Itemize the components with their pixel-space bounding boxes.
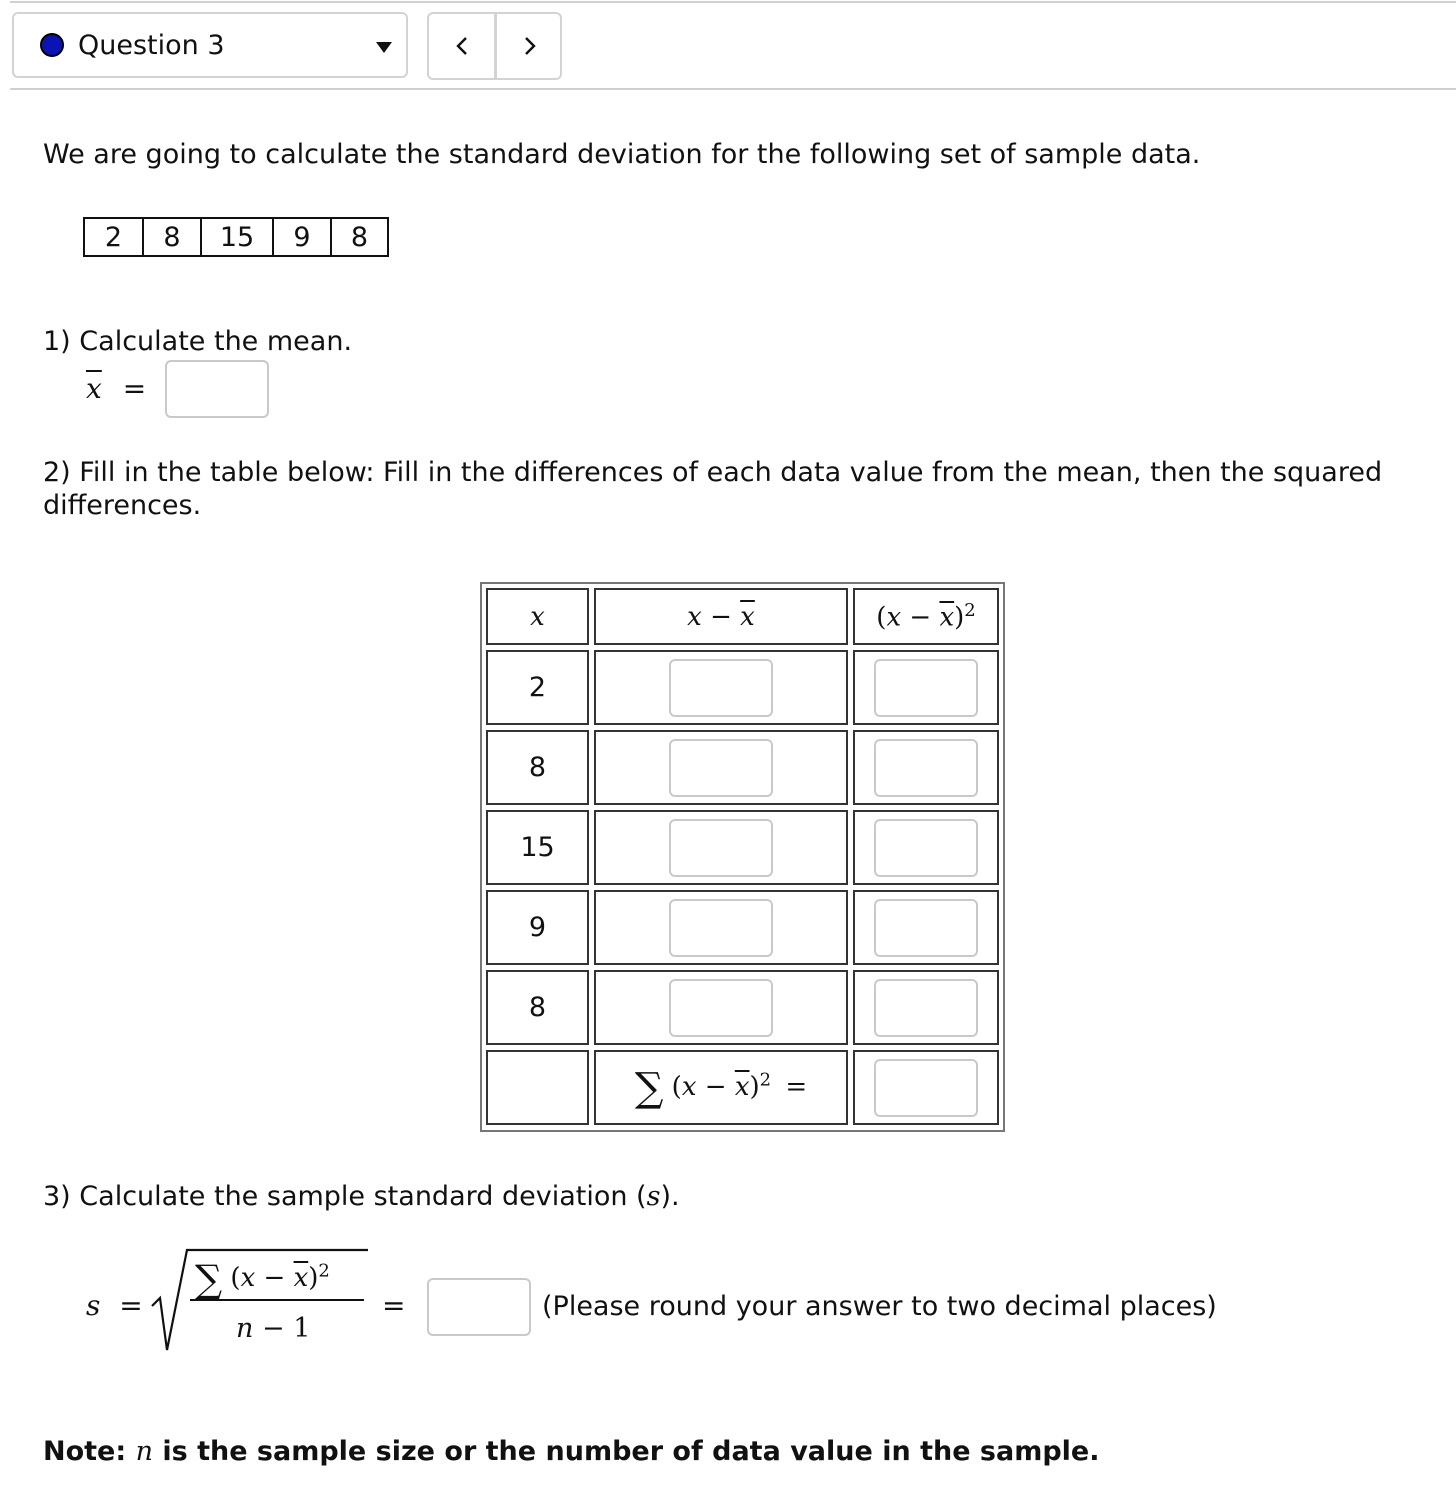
table-cell-x: 15 [486, 810, 589, 885]
data-value: 9 [272, 219, 330, 255]
next-question-button[interactable] [497, 14, 562, 78]
table-cell-x: 8 [486, 970, 589, 1045]
diff-input[interactable] [669, 819, 773, 877]
step2-prompt: 2) Fill in the table below: Fill in the differences of each data value from the mean, then the squared differences. [43, 457, 1383, 521]
equals-sign: = [122, 372, 147, 405]
chevron-right-icon [522, 35, 538, 57]
caret-down-icon [376, 42, 392, 53]
table-cell-x: 2 [486, 650, 589, 725]
table-sum-label [594, 1050, 848, 1125]
table-cell-diff [594, 890, 848, 965]
table-cell-sq [853, 730, 999, 805]
mean-input[interactable] [165, 360, 269, 418]
sd-numerator: ∑ $(x - \overline{x})^2$ [195, 1257, 330, 1301]
sd-exponent: 2 [318, 1260, 330, 1282]
diff-input[interactable] [669, 659, 773, 717]
table-cell-diff [594, 650, 848, 725]
note-label: Note: [43, 1436, 136, 1467]
table-cell-sum [853, 1050, 999, 1125]
question-label: Question 3 [78, 30, 225, 61]
data-value: 8 [330, 219, 387, 255]
header-divider [10, 88, 1456, 90]
sq-input[interactable] [874, 659, 978, 717]
question-nav [427, 12, 562, 80]
table-header-diff [594, 588, 848, 645]
step1-prompt: 1) Calculate the mean. [43, 326, 353, 357]
table-cell-diff [594, 970, 848, 1045]
step3-prompt [43, 1181, 680, 1213]
data-value: 2 [104, 221, 123, 253]
sd-symbol: s [86, 1289, 101, 1322]
table-cell-diff [594, 810, 848, 885]
header-sq-exponent: 2 [964, 600, 976, 622]
table-header-sq [853, 588, 999, 645]
data-value: 15 [200, 219, 272, 255]
table-cell-sq [853, 650, 999, 725]
top-divider [10, 1, 1456, 3]
table-header-x [486, 588, 589, 645]
step3-prompt-post: ). [660, 1181, 680, 1212]
diff-input[interactable] [669, 739, 773, 797]
sum-input[interactable] [874, 1059, 978, 1117]
intro-text: We are going to calculate the standard deviation for the following set of sample data. [43, 139, 1201, 170]
sq-input[interactable] [874, 899, 978, 957]
sd-input[interactable] [427, 1278, 531, 1336]
step3-prompt-var: s [646, 1181, 661, 1212]
round-note: (Please round your answer to two decimal places) [542, 1291, 1217, 1322]
mean-symbol: $\overline{x}$ [86, 372, 102, 405]
table-cell-sq [853, 890, 999, 965]
sq-input[interactable] [874, 819, 978, 877]
note-var: n [135, 1436, 153, 1467]
table-cell-x: 9 [486, 890, 589, 965]
sd-equals: = [382, 1289, 406, 1322]
sd-lhs: s = [86, 1289, 143, 1322]
header-x-text: x [530, 601, 545, 632]
sum-expression: ∑ $(x - \overline{x})^2$ = [634, 1064, 808, 1111]
chevron-left-icon [454, 35, 470, 57]
step3-prompt-pre: 3) Calculate the sample standard deviation ( [43, 1181, 647, 1212]
sample-data-strip [83, 217, 389, 257]
question-selector[interactable] [12, 12, 408, 78]
previous-question-button[interactable] [429, 14, 494, 78]
header-diff-text: $x - \overline{x}$ [687, 601, 755, 632]
note-body: is the sample size or the number of data value in the sample. [152, 1436, 1100, 1467]
table-cell-diff [594, 730, 848, 805]
note-text [43, 1436, 1100, 1468]
diff-input[interactable] [669, 899, 773, 957]
table-cell-empty [486, 1050, 589, 1125]
status-circle-icon [40, 33, 64, 57]
header-sq-text: $(x - \overline{x})^2$ [876, 600, 976, 633]
data-value: 8 [142, 219, 200, 255]
diff-input[interactable] [669, 979, 773, 1037]
sq-input[interactable] [874, 979, 978, 1037]
table-cell-sq [853, 970, 999, 1045]
mean-equation [86, 372, 146, 406]
sd-denominator: n − 1 [236, 1313, 311, 1344]
sq-input[interactable] [874, 739, 978, 797]
table-cell-sq [853, 810, 999, 885]
table-cell-x: 8 [486, 730, 589, 805]
